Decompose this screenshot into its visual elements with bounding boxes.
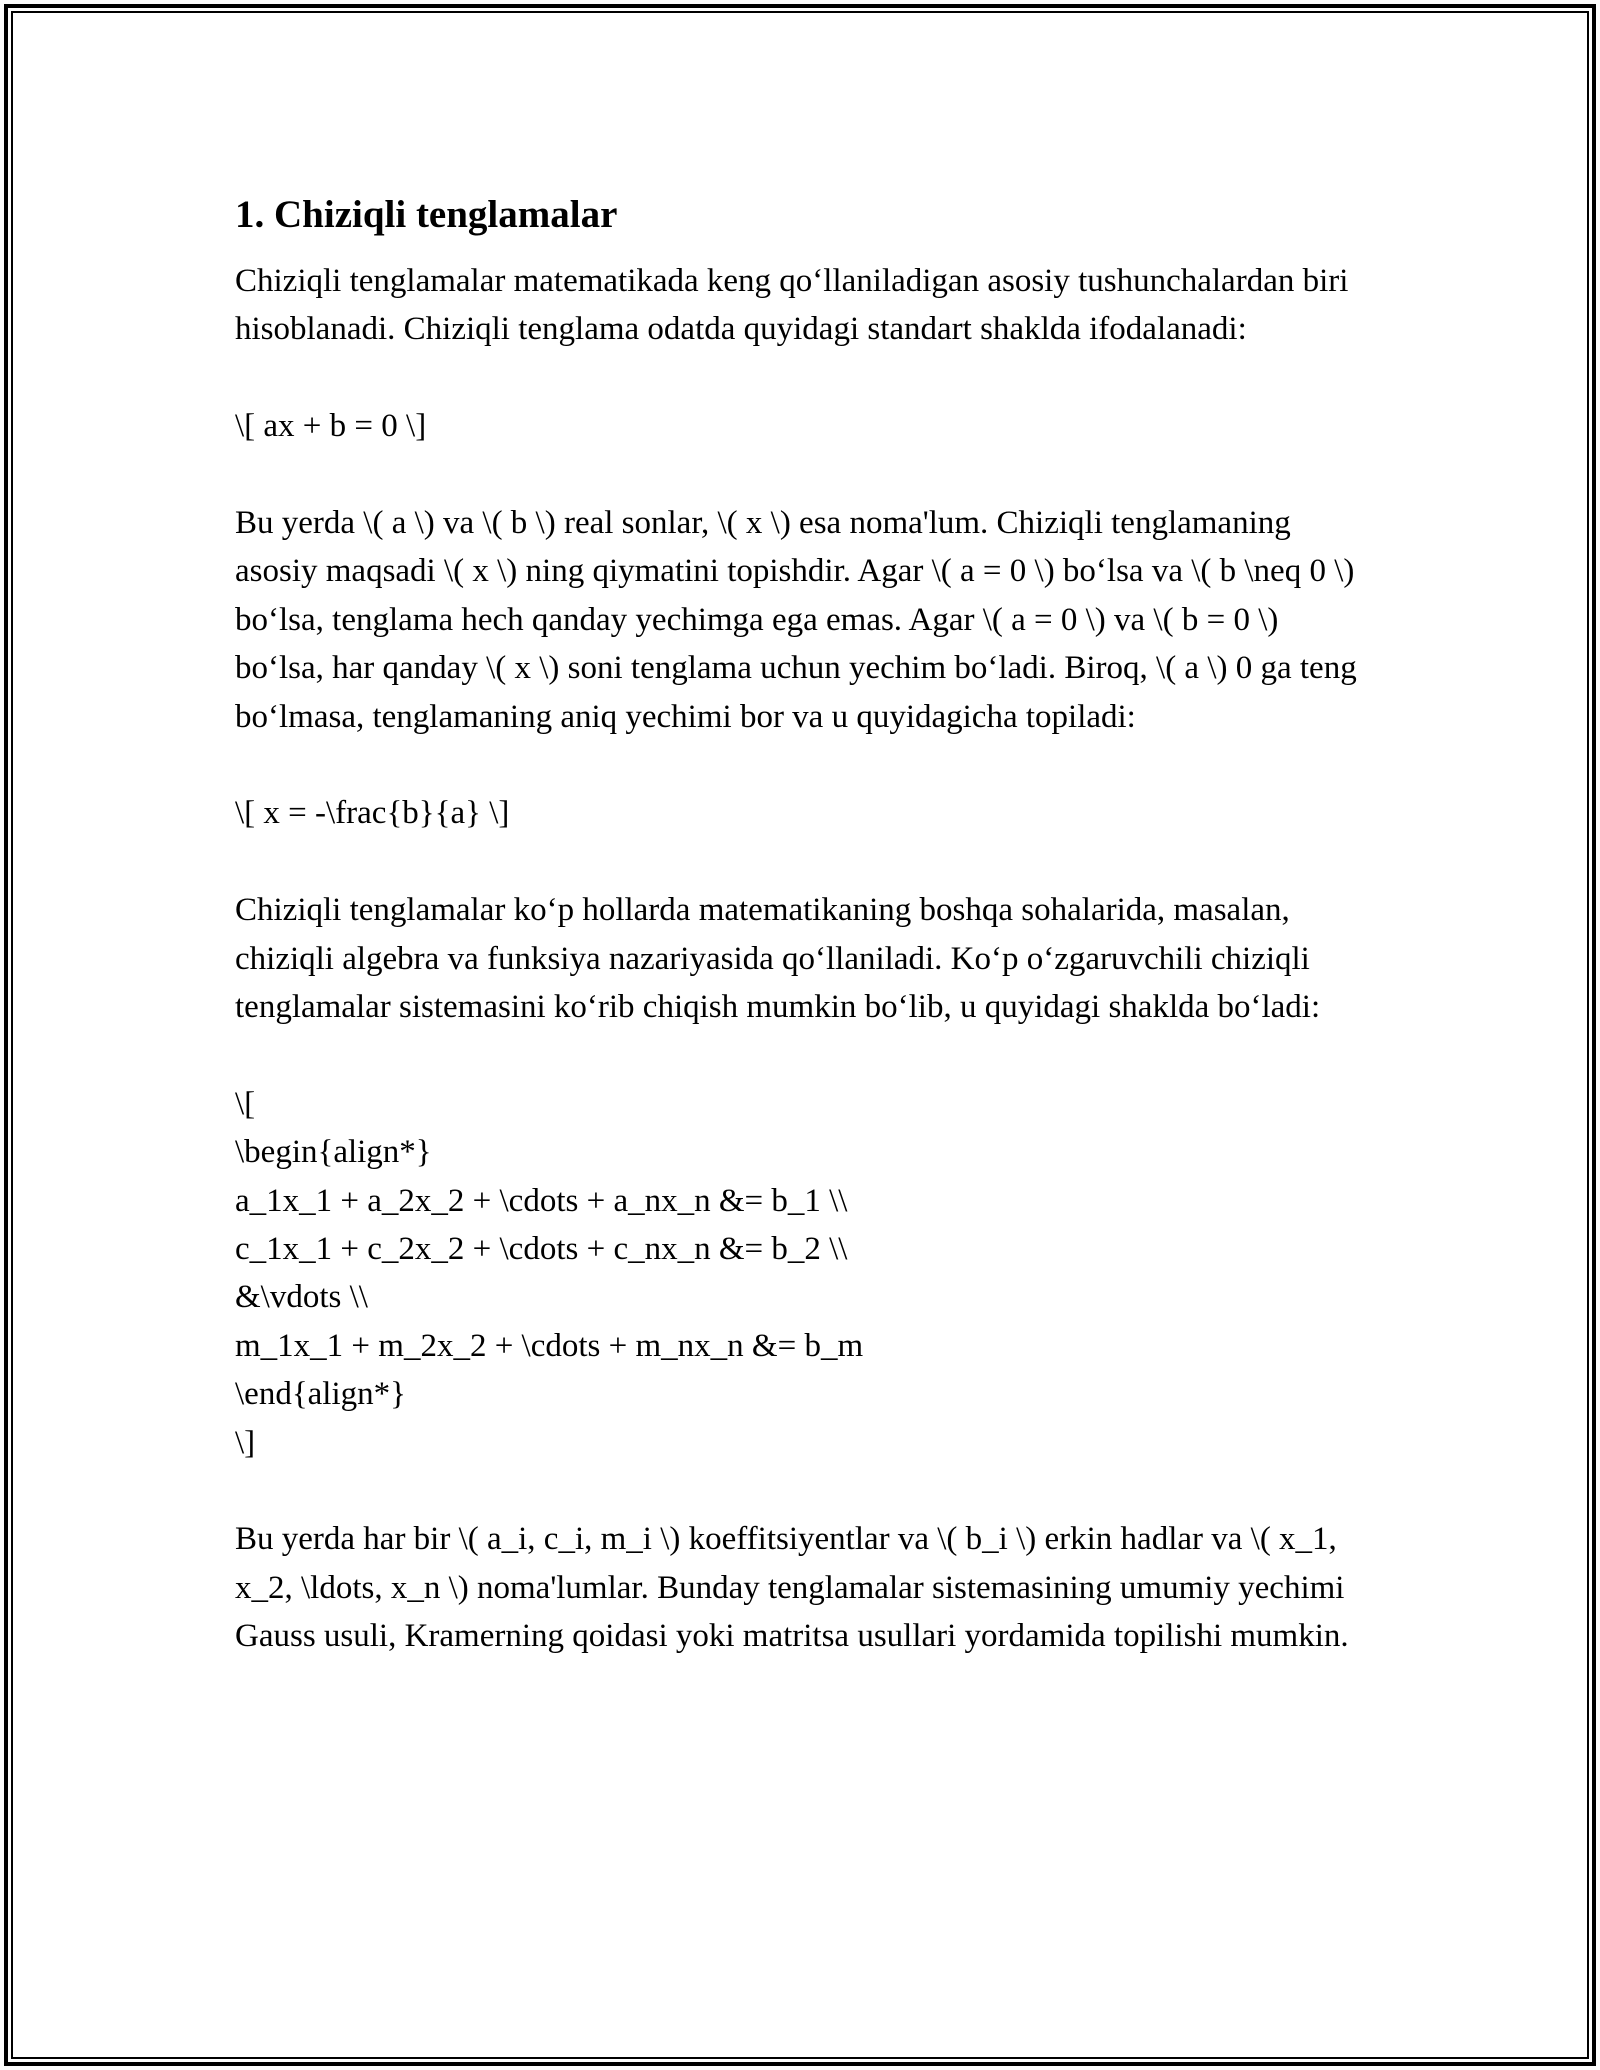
equation-solution: \[ x = -\frac{b}{a} \] bbox=[235, 795, 510, 832]
paragraph-intro: Chiziqli tenglamalar matematikada keng qo‘llaniladigan asosiy tushunchalardan biri hisoblanadi. Chiziqli tenglama odatda quyidagi standart shaklda ifodalanadi: bbox=[235, 263, 1349, 348]
paragraph-solution-cases: Bu yerda \( a \) va \( b \) real sonlar, \( x \) esa noma'lum. Chiziqli tenglamaning asosiy maqsadi \( x \) ning qiymatini topishdir. Agar \( a = 0 \) bo‘lsa va \( b \neq 0 \) bo‘lsa, tenglama hech qanday yechimga ega emas. Agar \( a = 0 \) va \( b = 0 \) bo‘lsa, har qanday \( x \) soni tenglama uchun yechim bo‘ladi. Biroq, \( a \) 0 ga teng bo‘lmasa, tenglamaning aniq yechimi bor va u quyidagicha topiladi: bbox=[235, 505, 1357, 735]
equation-system-line: \] bbox=[235, 1424, 256, 1461]
equation-system-line: \[ bbox=[235, 1085, 256, 1122]
equation-system-line: c_1x_1 + c_2x_2 + \cdots + c_nx_n &= b_2 \\ bbox=[235, 1231, 848, 1268]
equation-system-line: a_1x_1 + a_2x_2 + \cdots + a_nx_n &= b_1 \\ bbox=[235, 1182, 848, 1219]
equation-system-line: &\vdots \\ bbox=[235, 1279, 368, 1316]
equation-system-line: m_1x_1 + m_2x_2 + \cdots + m_nx_n &= b_m bbox=[235, 1327, 864, 1364]
equation-system-block bbox=[235, 1080, 1370, 1467]
paragraph-systems-intro: Chiziqli tenglamalar ko‘p hollarda matematikaning boshqa sohalarida, masalan, chiziqli algebra va funksiya nazariyasida qo‘llaniladi. Ko‘p o‘zgaruvchili chiziqli tenglamalar sistemasini ko‘rib chiqish mumkin bo‘lib, u quyidagi shaklda bo‘ladi: bbox=[235, 892, 1321, 1026]
equation-system-line: \begin{align*} bbox=[235, 1134, 432, 1171]
section-heading: 1. Chiziqli tenglamalar bbox=[235, 193, 618, 236]
document-body bbox=[235, 185, 1370, 1709]
equation-system-line: \end{align*} bbox=[235, 1376, 406, 1413]
paragraph-system-methods: Bu yerda har bir \( a_i, c_i, m_i \) koeffitsiyentlar va \( b_i \) erkin hadlar va \( x_1, x_2, \ldots, x_n \) noma'lumlar. Bunday tenglamalar sistemasining umumiy yechimi Gauss usuli, Kramerning qoidasi yoki matritsa usullari yordamida topilishi mumkin. bbox=[235, 1521, 1349, 1655]
equation-linear-standard-form: \[ ax + b = 0 \] bbox=[235, 408, 427, 445]
